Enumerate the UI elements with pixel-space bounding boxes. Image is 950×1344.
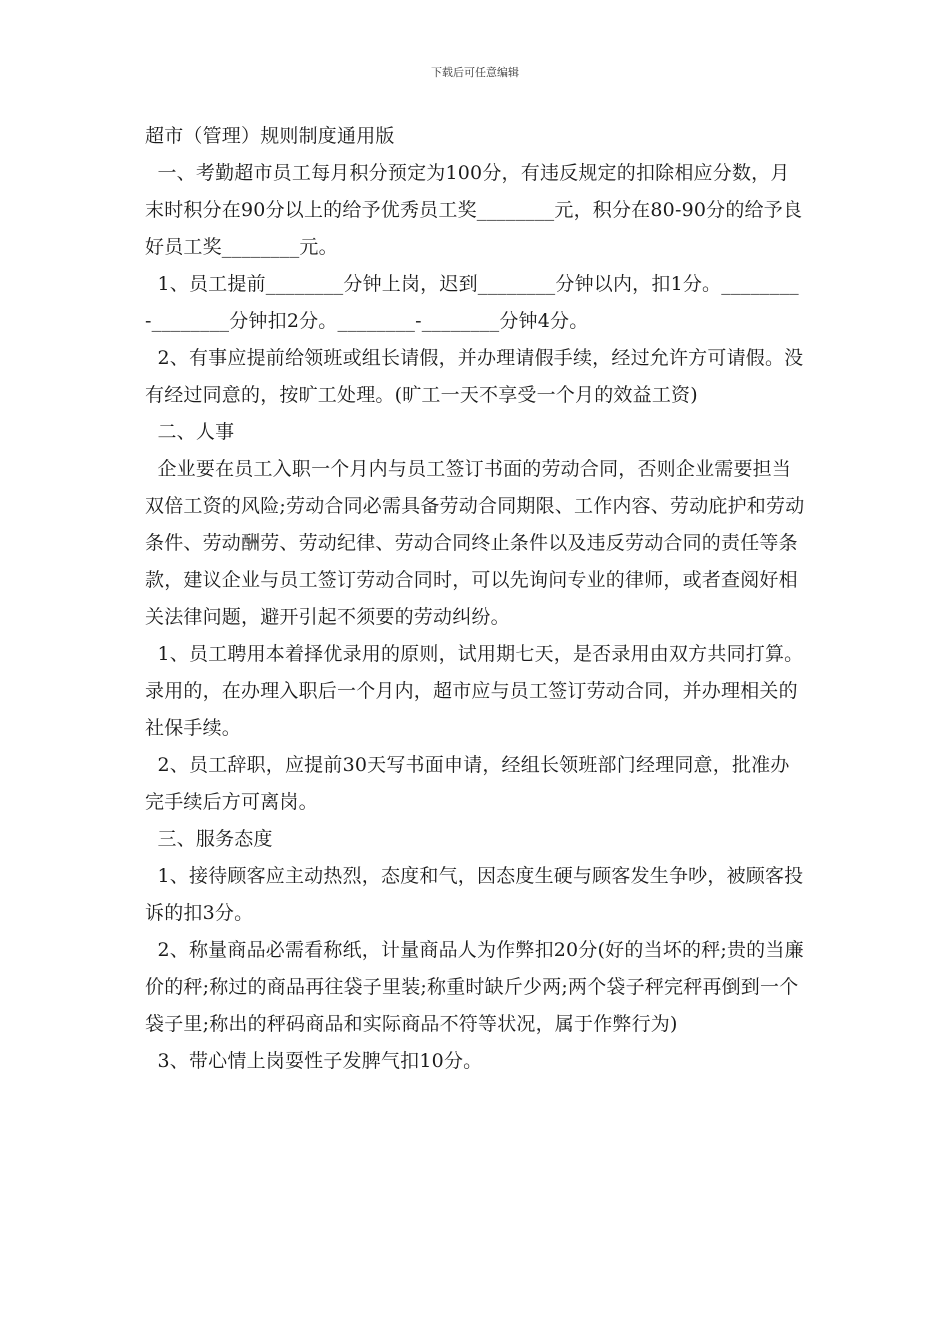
paragraph: 2、有事应提前给领班或组长请假，并办理请假手续，经过允许方可请假。没有经过同意的，按旷工处理。(旷工一天不享受一个月的效益工资) — [145, 347, 804, 406]
document-body — [145, 118, 805, 1080]
paragraph: 3、带心情上岗耍性子发脾气扣10分。 — [145, 1050, 483, 1072]
page-header: 下载后可任意编辑 — [431, 66, 519, 79]
paragraph: 1、接待顾客应主动热烈，态度和气，因态度生硬与顾客发生争吵，被顾客投诉的扣3分。 — [145, 865, 804, 924]
paragraph: 企业要在员工入职一个月内与员工签订书面的劳动合同，否则企业需要担当双倍工资的风险;劳动合同必需具备劳动合同期限、工作内容、劳动庇护和劳动条件、劳动酬劳、劳动纪律、劳动合同终止条件以及违反劳动合同的责任等条款，建议企业与员工签订劳动合同时，可以先询问专业的律师，或者查阅好相关法律问题，避开引起不须要的劳动纠纷。 — [145, 458, 805, 628]
document-title: 超市（管理）规则制度通用版 — [145, 125, 395, 147]
paragraph: 1、员工提前________分钟上岗，迟到________分钟以内，扣1分。________-________分钟扣2分。________-________分钟4分。 — [145, 273, 799, 332]
paragraph: 2、员工辞职，应提前30天写书面申请，经组长领班部门经理同意，批准办完手续后方可离岗。 — [145, 754, 790, 813]
section-heading: 三、服务态度 — [145, 828, 273, 850]
paragraph: 2、称量商品必需看称纸，计量商品人为作弊扣20分(好的当坏的秤;贵的当廉价的秤;称过的商品再往袋子里装;称重时缺斤少两;两个袋子秤完秤再倒到一个袋子里;称出的秤码商品和实际商品不符等状况，属于作弊行为) — [145, 939, 804, 1035]
paragraph: 1、员工聘用本着择优录用的原则，试用期七天，是否录用由双方共同打算。录用的，在办理入职后一个月内，超市应与员工签订劳动合同，并办理相关的社保手续。 — [145, 643, 804, 739]
paragraph: 一、考勤超市员工每月积分预定为100分，有违反规定的扣除相应分数，月末时积分在90分以上的给予优秀员工奖________元，积分在80-90分的给予良好员工奖________元。 — [145, 162, 803, 258]
section-heading: 二、人事 — [145, 421, 235, 443]
